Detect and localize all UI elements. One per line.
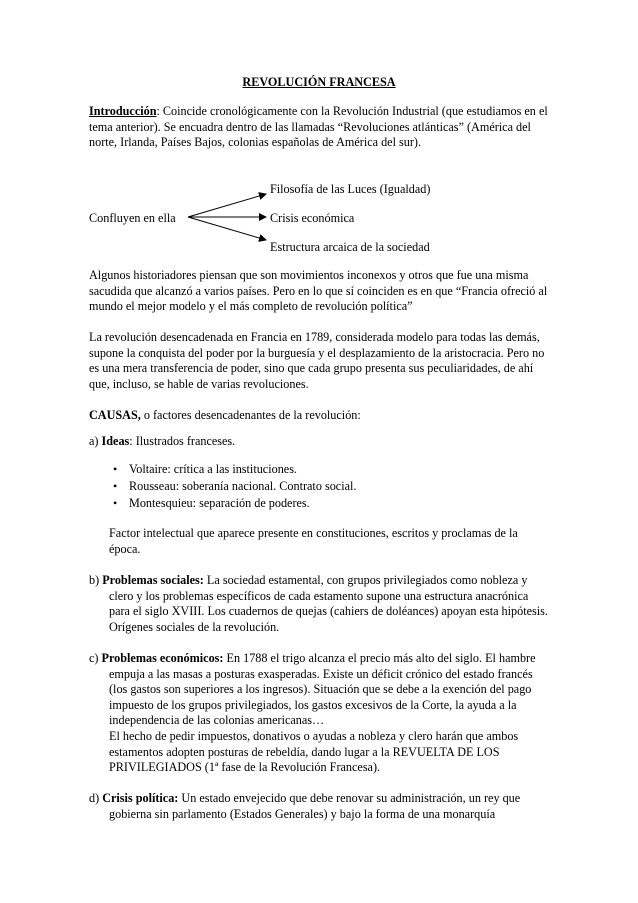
cause-a-prefix: a) xyxy=(89,434,102,448)
cause-a-text: : Ilustrados franceses. xyxy=(129,434,236,448)
cause-a-note: Factor intelectual que aparece presente en constituciones, escritos y proclamas de la época. xyxy=(109,526,518,556)
cause-d-label: Crisis política: xyxy=(102,791,179,805)
cause-b-label: Problemas sociales: xyxy=(102,573,204,587)
cause-a-heading xyxy=(89,434,549,450)
causes-text: o factores desencadenantes de la revolución: xyxy=(140,408,361,422)
cause-c-text: En 1788 el trigo alcanza el precio más alto del siglo. El hambre empuja a las masas a posturas exasperadas. Existe un déficit crónico del estado francés (los gastos son superiores a los ingresos). Situación que se debe a la exención del pago impuesto de los grupos privilegiados, los gastos excesivos de la Corte, la ayuda a la independencia de las colonias americanas… xyxy=(109,651,536,727)
revolution-paragraph: La revolución desencadenada en Francia en 1789, considerada modelo para todas las demás, supone la conquista del poder por la burguesía y el desplazamiento de la aristocracia. Pero no es una mera transferencia de poder, sino que cada grupo presenta sus peculiaridades, de ahí que, incluso, se hable de varias revoluciones. xyxy=(89,330,545,391)
cause-c-paragraph-2: El hecho de pedir impuestos, donativos o ayudas a nobleza y clero harán que ambos estamentos adopten posturas de rebeldía, dando lugar a la REVUELTA DE LOS PRIVILEGIADOS (1ª fase de la Revolución Francesa). xyxy=(109,729,519,774)
cause-b-text: La sociedad estamental, con grupos privilegiados como nobleza y clero y los problemas específicos de cada estamento supone una estructura anacrónica para el siglo XVIII. Los cuadernos de quejas (cahiers de doléances) apoyan esta hipótesis. Orígenes sociales de la revolución. xyxy=(109,573,548,634)
list-item: • Rousseau: soberanía nacional. Contrato social. xyxy=(109,479,356,496)
intro-text: : Coincide cronológicamente con la Revolución Industrial (que estudiamos en el tema anterior). Se encuadra dentro de las llamadas “Revoluciones atlánticas” (América del norte, Irlanda, Países Bajos, colonias españolas de América del sur). xyxy=(89,104,548,149)
list-item: • Montesquieu: separación de poderes. xyxy=(109,496,356,513)
cause-d-text: Un estado envejecido que debe renovar su administración, un rey que gobierna sin parlamento (Estados Generales) y bajo la forma de una monarquía xyxy=(109,791,521,821)
cause-c-paragraph xyxy=(89,651,549,729)
cause-b-prefix: b) xyxy=(89,573,103,587)
cause-d-paragraph xyxy=(89,791,549,822)
diagram-item-crisis: Crisis económica xyxy=(270,211,355,225)
list-item: • Voltaire: crítica a las instituciones. xyxy=(109,462,356,479)
intro-paragraph xyxy=(89,104,549,151)
cause-b-paragraph xyxy=(89,573,549,635)
cause-c-label: Problemas económicos: xyxy=(101,651,224,665)
page-title: REVOLUCIÓN FRANCESA xyxy=(242,75,396,89)
causes-heading xyxy=(89,408,549,424)
diagram-arrows-icon xyxy=(186,190,270,246)
ideas-list xyxy=(109,462,356,513)
diagram-left-label: Confluyen en ella xyxy=(89,211,176,225)
historians-paragraph: Algunos historiadores piensan que son movimientos inconexos y otros que fue una misma sacudida que alcanzó a varios países. Pero en lo que sí coinciden es en que “Francia ofreció al mundo el mejor modelo y el más completo de revolución política” xyxy=(89,268,548,313)
diagram-item-estructura: Estructura arcaica de la sociedad xyxy=(270,240,430,254)
cause-a-label: Ideas xyxy=(101,434,130,448)
intro-label: Introducción xyxy=(89,104,157,118)
causes-label: CAUSAS, xyxy=(89,408,141,422)
cause-c-prefix: c) xyxy=(89,651,102,665)
cause-d-prefix: d) xyxy=(89,791,103,805)
diagram-item-filosofia: Filosofía de las Luces (Igualdad) xyxy=(270,182,431,196)
